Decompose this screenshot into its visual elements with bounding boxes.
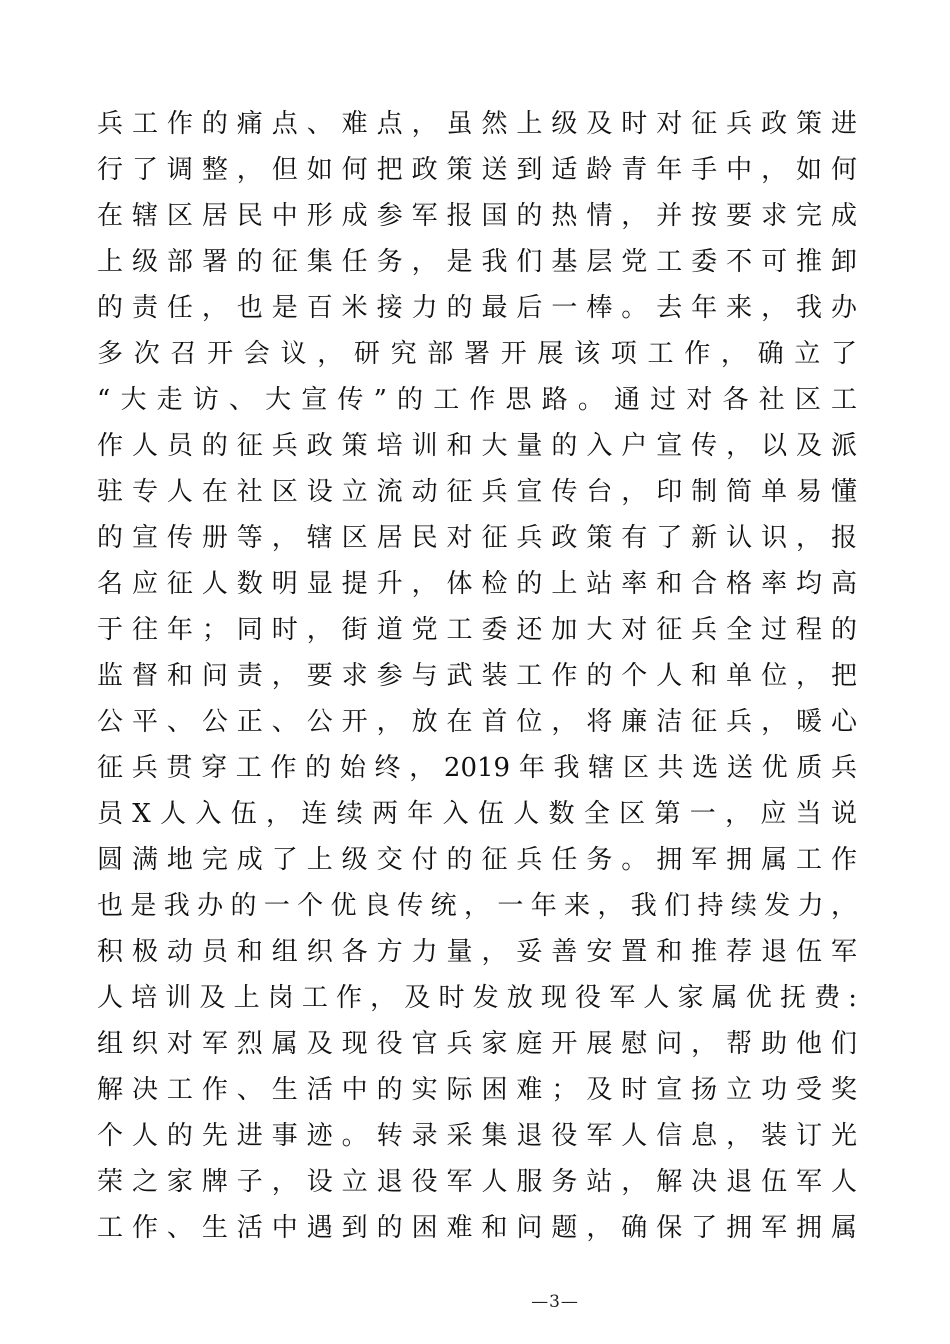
text-line: 上级部署的征集任务，是我们基层党工委不可推卸 bbox=[97, 247, 857, 277]
page-number: —3— bbox=[531, 1292, 579, 1312]
text-line: 的责任，也是百米接力的最后一棒。去年来，我办 bbox=[97, 293, 857, 323]
text-line: 行了调整，但如何把政策送到适龄青年手中，如何 bbox=[97, 155, 857, 185]
text-line: 驻专人在社区设立流动征兵宣传台，印制简单易懂 bbox=[97, 477, 857, 507]
text-line: 工作、生活中遇到的困难和问题，确保了拥军拥属 bbox=[97, 1213, 857, 1243]
text-line: 荣之家牌子，设立退役军人服务站，解决退伍军人 bbox=[97, 1167, 857, 1197]
body-text bbox=[97, 101, 857, 1251]
text-line: 也是我办的一个优良传统，一年来，我们持续发力， bbox=[97, 891, 857, 921]
text-line: 作人员的征兵政策培训和大量的入户宣传，以及派 bbox=[97, 431, 857, 461]
text-line: 圆满地完成了上级交付的征兵任务。拥军拥属工作 bbox=[97, 845, 857, 875]
text-line: 积极动员和组织各方力量，妥善安置和推荐退伍军 bbox=[97, 937, 857, 967]
text-line: 监督和问责，要求参与武装工作的个人和单位，把 bbox=[97, 661, 857, 691]
text-line: 于往年；同时，街道党工委还加大对征兵全过程的 bbox=[97, 615, 857, 645]
text-line: 员X人入伍，连续两年入伍人数全区第一，应当说 bbox=[97, 799, 857, 829]
text-line: 在辖区居民中形成参军报国的热情，并按要求完成 bbox=[97, 201, 857, 231]
text-line: 解决工作、生活中的实际困难；及时宣扬立功受奖 bbox=[97, 1075, 857, 1105]
text-line: 兵工作的痛点、难点，虽然上级及时对征兵政策进 bbox=[97, 109, 857, 139]
text-line: 征兵贯穿工作的始终，2019年我辖区共选送优质兵 bbox=[97, 753, 857, 783]
text-line: 组织对军烈属及现役官兵家庭开展慰问，帮助他们 bbox=[97, 1029, 857, 1059]
text-line: 人培训及上岗工作，及时发放现役军人家属优抚费: bbox=[97, 983, 857, 1013]
text-line: 个人的先进事迹。转录采集退役军人信息，装订光 bbox=[97, 1121, 857, 1151]
text-line: “大走访、大宣传”的工作思路。通过对各社区工 bbox=[97, 385, 857, 415]
text-line: 公平、公正、公开，放在首位，将廉洁征兵，暖心 bbox=[97, 707, 857, 737]
text-line: 名应征人数明显提升，体检的上站率和合格率均高 bbox=[97, 569, 857, 599]
text-line: 的宣传册等，辖区居民对征兵政策有了新认识，报 bbox=[97, 523, 857, 553]
text-line: 多次召开会议，研究部署开展该项工作，确立了 bbox=[97, 339, 857, 369]
